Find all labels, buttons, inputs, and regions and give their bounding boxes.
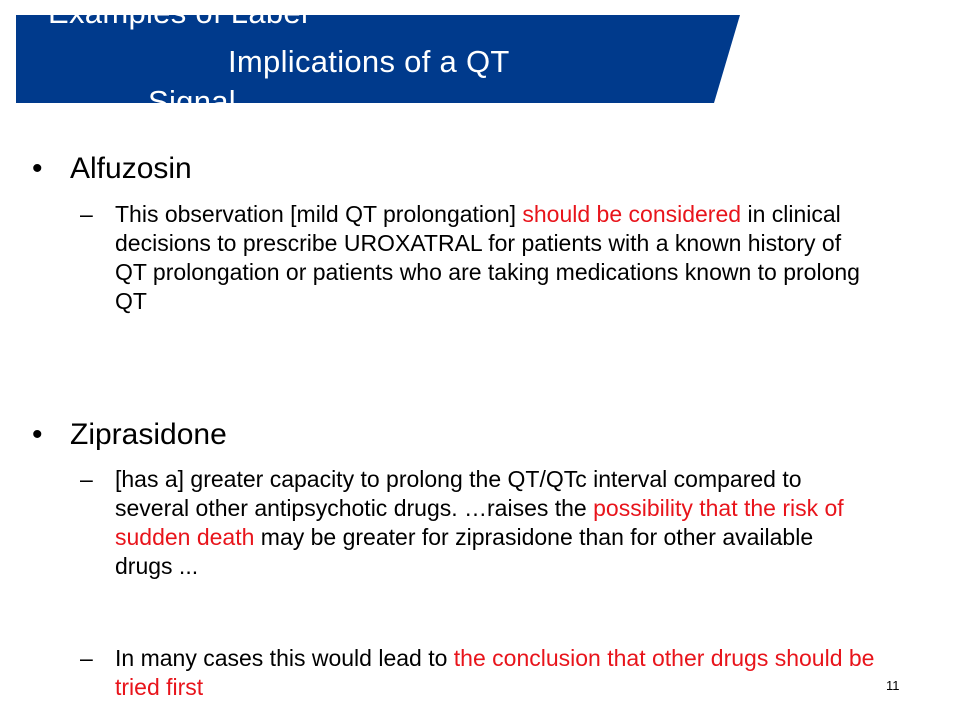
emphasis-run: possibility that the risk of sudden death xyxy=(115,495,844,550)
title-line-2: Implications of a QT xyxy=(228,44,510,79)
text-run: may be greater for ziprasidone than for other available drugs ... xyxy=(115,524,814,579)
bullet-label: Ziprasidone xyxy=(70,418,227,451)
bullet-dot: • xyxy=(32,152,43,185)
emphasis-run: the conclusion that other drugs should be tried first xyxy=(115,645,875,700)
text-run: In many cases this would lead to xyxy=(115,645,454,671)
title-line-3: Signal xyxy=(148,84,236,119)
dash-marker: – xyxy=(80,466,93,492)
sub-bullet-text xyxy=(115,465,875,581)
text-run: in clinical decisions to prescribe UROXATRAL for patients with a known history of QT prolongation or patients who are taking medications known to prolong QT xyxy=(115,201,860,314)
dash-marker: – xyxy=(80,645,93,671)
sub-bullet-text xyxy=(115,200,875,316)
sub-bullet-text xyxy=(115,644,875,702)
dash-marker: – xyxy=(80,201,93,227)
page-number: 11 xyxy=(886,678,900,693)
text-run: This observation [mild QT prolongation] xyxy=(115,201,523,227)
text-run: [has a] greater capacity to prolong the QT/QTc interval compared to several other antipsychotic drugs. …raises the xyxy=(115,466,802,521)
slide-title xyxy=(0,0,760,119)
emphasis-run: should be considered xyxy=(522,201,742,227)
bullet-label: Alfuzosin xyxy=(70,152,192,185)
title-line-1: Examples of Label xyxy=(48,0,309,30)
bullet-dot: • xyxy=(32,418,43,451)
